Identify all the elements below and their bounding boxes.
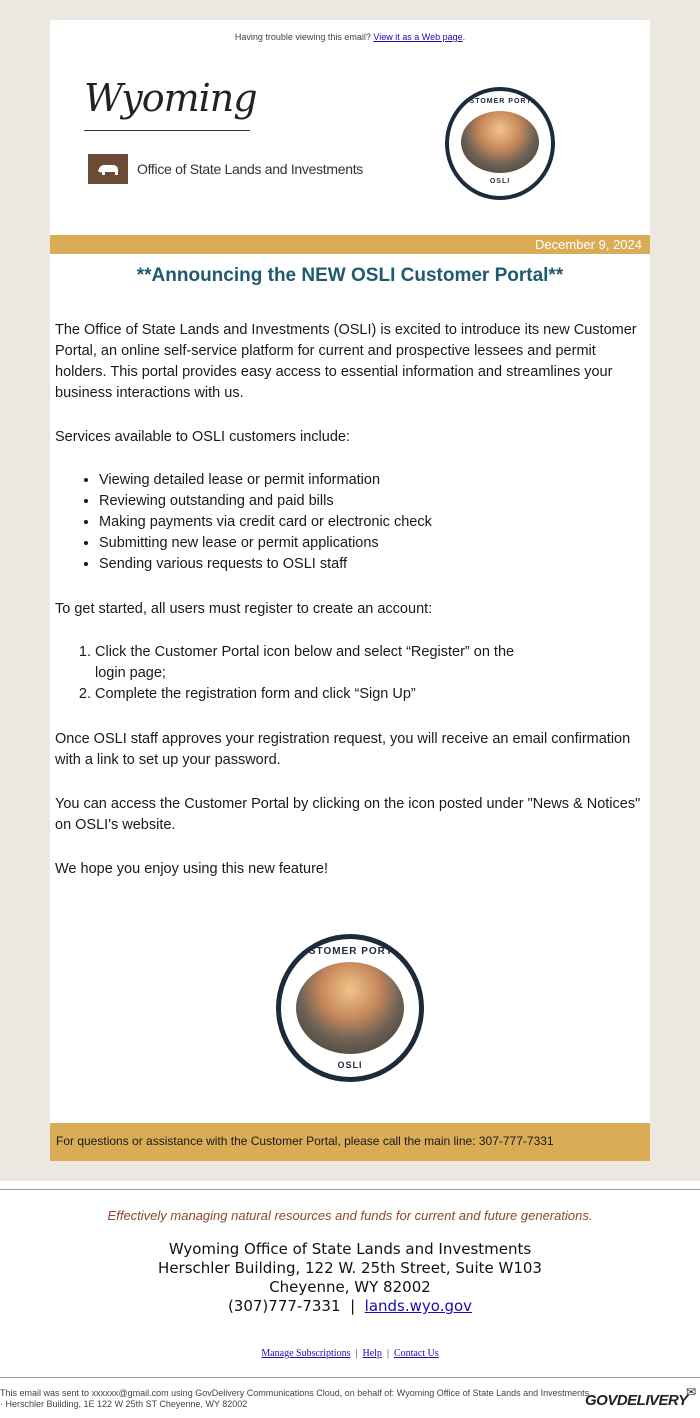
separator: | <box>355 1348 358 1359</box>
trouble-viewing-line <box>50 32 650 42</box>
govdelivery-logo: GOVDELIVERY <box>585 1392 688 1409</box>
landscape-photo <box>461 111 539 173</box>
email-date: December 9, 2024 <box>535 237 642 252</box>
separator: | <box>350 1297 356 1315</box>
contact-us-link[interactable]: Contact Us <box>393 1348 439 1359</box>
contact-text: For questions or assistance with the Customer Portal, please call the main line: 307-777-7331 <box>56 1134 554 1148</box>
approval-paragraph: Once OSLI staff approves your registration request, you will receive an email confirmation with a link to set up your password. <box>55 731 631 768</box>
access-paragraph: You can access the Customer Portal by clicking on the icon posted under "News & Notices" on OSLI's website. <box>55 796 641 833</box>
list-item: • Reviewing outstanding and paid bills <box>99 491 432 512</box>
contact-line <box>0 1297 700 1316</box>
address-line: Herschler Building, 122 W. 25th Street, Suite W103 <box>158 1259 542 1277</box>
list-item: • Submitting new lease or permit applications <box>99 533 432 554</box>
trouble-text: Having trouble viewing this email? <box>234 32 371 42</box>
divider <box>0 1189 700 1190</box>
list-item: • Sending various requests to OSLI staff <box>99 554 432 575</box>
org-name: Office of State Lands and Investments <box>137 161 364 177</box>
badge-bottom-text: OSLI <box>337 1060 363 1070</box>
sent-notice: This email was sent to xxxxxx@gmail.com using GovDelivery Communications Cloud, on behalf of: Wyoming Office of State Lands and Investments · Herschler Building, 1E 122 W 25th ST Cheyenne, WY 82002 <box>0 1388 590 1409</box>
list-item: 2. Complete the registration form and click “Sign Up” <box>95 684 515 705</box>
logo-rule <box>84 130 250 131</box>
footer-links <box>0 1348 700 1359</box>
list-item: 1. Click the Customer Portal icon below and select “Register” on the login page; <box>95 642 515 684</box>
separator: | <box>386 1348 389 1359</box>
email-footer <box>0 1181 700 1418</box>
services-list <box>78 470 432 575</box>
tagline: Effectively managing natural resources and funds for current and future generations. <box>107 1208 593 1223</box>
customer-portal-badge-link[interactable] <box>276 934 424 1082</box>
address-line: Cheyenne, WY 82002 <box>269 1278 431 1296</box>
services-intro: Services available to OSLI customers include: <box>55 429 350 445</box>
address-block <box>0 1240 700 1316</box>
date-bar <box>50 235 650 254</box>
badge-bottom-text: OSLI <box>489 178 511 185</box>
divider <box>0 1377 700 1378</box>
badge-top-text: CUSTOMER PORTAL <box>292 946 408 957</box>
view-web-page-link[interactable]: View it as a Web page <box>373 32 463 42</box>
envelope-icon: ✉ <box>686 1385 697 1399</box>
phone-number: (307)777-7331 <box>227 1297 341 1315</box>
list-item: • Making payments via credit card or electronic check <box>99 512 432 533</box>
website-link[interactable]: lands.wyo.gov <box>364 1297 473 1315</box>
contact-bar <box>50 1123 650 1161</box>
intro-paragraph: The Office of State Lands and Investments (OSLI) is excited to introduce its new Customer Portal, an online self-service platform for current and prospective lessees and permit holders. This portal provides easy access to essential information and streamlines your business interactions with us. <box>55 322 637 401</box>
wyoming-script-logo: Wyoming <box>84 76 257 120</box>
address-line: Wyoming Office of State Lands and Investments <box>168 1240 532 1258</box>
list-item: • Viewing detailed lease or permit information <box>99 470 432 491</box>
register-intro: To get started, all users must register to create an account: <box>55 601 433 617</box>
help-link[interactable]: Help <box>362 1348 382 1359</box>
email-card <box>50 20 650 1161</box>
bison-icon <box>88 154 128 184</box>
osli-logo <box>84 72 364 192</box>
headline: **Announcing the NEW OSLI Customer Portal** <box>136 265 564 286</box>
landscape-photo <box>296 962 404 1054</box>
customer-portal-badge-top[interactable] <box>445 87 555 200</box>
enjoy-paragraph: We hope you enjoy using this new feature! <box>55 861 328 877</box>
manage-subscriptions-link[interactable]: Manage Subscriptions <box>261 1348 351 1359</box>
badge-top-text: CUSTOMER PORTAL <box>457 98 543 105</box>
steps-list <box>75 642 515 705</box>
trouble-period: . <box>462 32 466 42</box>
